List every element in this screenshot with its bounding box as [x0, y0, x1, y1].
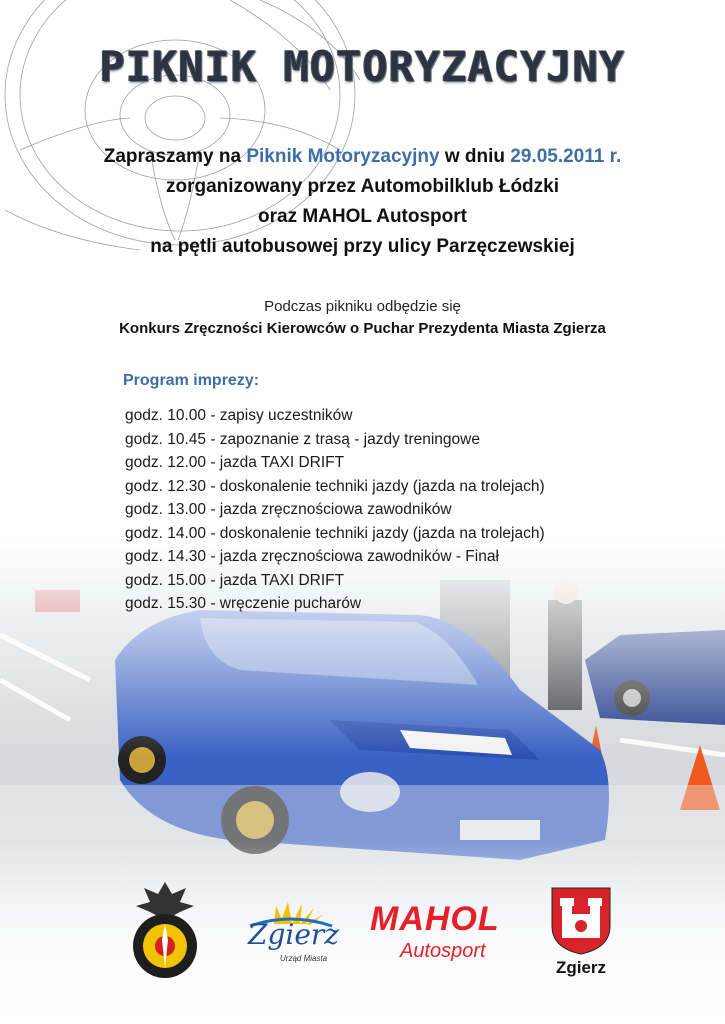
intro-prefix: Zapraszamy na: [103, 146, 247, 167]
intro-line-4: na pętli autobusowej przy ulicy Parzęczewskiej: [150, 236, 575, 257]
program-item: godz. 10.00 - zapisy uczestników: [125, 407, 353, 424]
during-text: Podczas pikniku odbędzie się: [264, 298, 461, 315]
mahol-name: MAHOL: [370, 900, 500, 938]
program-item: godz. 12.30 - doskonalenie techniki jazdy (jazda na trolejach): [125, 477, 545, 495]
automobilklub-lodzki-logo: [128, 880, 202, 980]
program-item: godz. 13.00 - jazda zręcznościowa zawodników: [125, 501, 452, 518]
event-date: 29.05.2011 r.: [510, 146, 622, 167]
program-item: godz. 10.45 - zapoznanie z trasą - jazdy treningowe: [125, 430, 480, 448]
program-title: Program imprezy:: [123, 372, 260, 389]
poster-title: PIKNIK MOTORYZACYJNY: [99, 42, 626, 91]
mahol-autosport-logo: [366, 900, 526, 976]
contest-title: Konkurs Zręczności Kierowców o Puchar Prezydenta Miasta Zgierza: [119, 320, 606, 337]
program-item: godz. 15.00 - jazda TAXI DRIFT: [125, 571, 345, 589]
event-name: Piknik Motoryzacyjny: [246, 146, 440, 167]
program-item: godz. 15.30 - wręczenie pucharów: [125, 595, 362, 612]
intro-line-1: [0, 146, 725, 168]
zgierz-city-subtitle: Urząd Miasta: [280, 954, 328, 963]
program-item: godz. 14.00 - doskonalenie techniki jazdy (jazda na trolejach): [125, 524, 545, 542]
zgierz-city-name: Zgierz: [248, 918, 340, 951]
zgierz-city-logo: [240, 898, 340, 968]
mahol-subtitle: Autosport: [400, 940, 486, 962]
zgierz-crest-logo: [548, 886, 614, 982]
intro-line-3: oraz MAHOL Autosport: [258, 206, 467, 227]
intro-mid: w dniu: [439, 146, 511, 167]
intro-line-2: zorganizowany przez Automobilklub Łódzki: [165, 176, 560, 197]
program-item: godz. 12.00 - jazda TAXI DRIFT: [125, 454, 345, 471]
program-item: godz. 14.30 - jazda zręcznościowa zawodników - Finał: [125, 548, 499, 565]
crest-shield-icon: [548, 886, 614, 956]
zgierz-crest-label: Zgierz: [555, 958, 607, 977]
program-list: [125, 404, 545, 616]
